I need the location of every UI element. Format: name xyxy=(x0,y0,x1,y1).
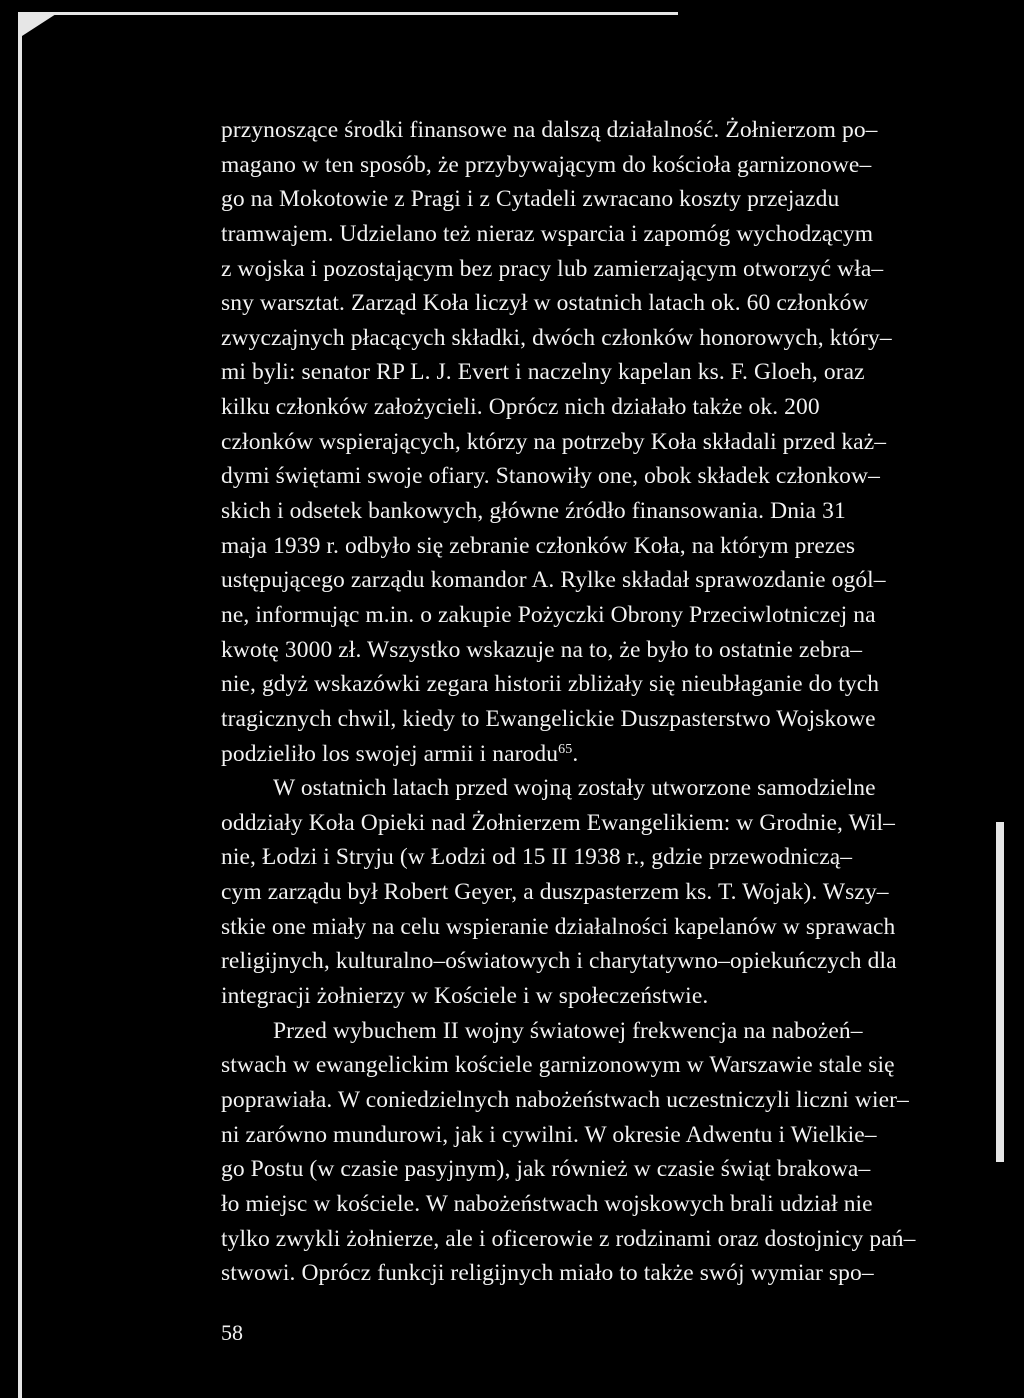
paragraph-start: W ostatnich latach przed wojną zostały utworzone samodzielne xyxy=(273,775,876,802)
footnote-line-text: podzieliło los swojej armii i narodu xyxy=(221,740,559,767)
text-line: go Postu (w czasie pasyjnym), jak również w czasie świąt brakowa– xyxy=(221,1156,871,1183)
text-line: skich i odsetek bankowych, główne źródło finansowania. Dnia 31 xyxy=(221,498,846,525)
footnote-ref: 65 xyxy=(558,741,573,757)
text-line: zwyczajnych płacących składki, dwóch członków honorowych, który– xyxy=(221,324,892,351)
text-line: dymi świętami swoje ofiary. Stanowiły one, obok składek członkow– xyxy=(221,463,880,490)
scan-corner-mark xyxy=(22,14,56,36)
text-line: ni zarówno mundurowi, jak i cywilni. W okresie Adwentu i Wielkie– xyxy=(221,1121,877,1148)
text-line: stwach w ewangelickim kościele garnizonowym w Warszawie stale się xyxy=(221,1052,895,1079)
footnote-line-end: . xyxy=(572,740,579,767)
text-line: tramwajem. Udzielano też nieraz wsparcia i zapomóg wychodzącym xyxy=(221,220,874,247)
text-line: maja 1939 r. odbyło się zebranie członków Koła, na którym prezes xyxy=(221,532,856,559)
text-line: kwotę 3000 zł. Wszystko wskazuje na to, że było to ostatnie zebra– xyxy=(221,636,863,663)
text-line: kilku członków założycieli. Oprócz nich działało także ok. 200 xyxy=(221,394,820,421)
scan-border-top xyxy=(18,12,678,15)
text-line: stkie one miały na celu wspieranie działalności kapelanów w sprawach xyxy=(221,913,896,940)
text-line: magano w ten sposób, że przybywającym do kościoła garnizonowe– xyxy=(221,151,872,178)
text-line: mi byli: senator RP L. J. Evert i naczelny kapelan ks. F. Gloeh, oraz xyxy=(221,359,865,386)
text-line: nie, Łodzi i Stryju (w Łodzi od 15 II 1938 r., gdzie przewodniczą– xyxy=(221,844,853,871)
text-line: integracji żołnierzy w Kościele i w społeczeństwie. xyxy=(221,983,709,1010)
text-line: go na Mokotowie z Pragi i z Cytadeli zwracano koszty przejazdu xyxy=(221,186,840,213)
page-number: 58 xyxy=(221,1320,243,1345)
footnote-line xyxy=(221,737,1005,772)
text-line: sny warsztat. Zarząd Koła liczył w ostatnich latach ok. 60 członków xyxy=(221,290,869,317)
text-line: nie, gdyż wskazówki zegara historii zbliżały się nieubłaganie do tych xyxy=(221,671,880,698)
text-line: cym zarządu był Robert Geyer, a duszpasterzem ks. T. Wojak). Wszy– xyxy=(221,879,889,906)
text-line: poprawiała. W coniedzielnych nabożeństwach uczestniczyli liczni wier– xyxy=(221,1086,909,1113)
text-line: przynoszące środki finansowe na dalszą działalność. Żołnierzom po– xyxy=(221,117,878,143)
text-line: z wojska i pozostającym bez pracy lub zamierzającym otworzyć wła– xyxy=(221,255,884,282)
paragraph-start: Przed wybuchem II wojny światowej frekwencja na nabożeń– xyxy=(273,1017,863,1044)
text-line: oddziały Koła Opieki nad Żołnierzem Ewangelikiem: w Grodnie, Wil– xyxy=(221,809,896,836)
text-line: członków wspierających, którzy na potrzeby Koła składali przed każ– xyxy=(221,428,887,455)
text-line: ustępującego zarządu komandor A. Rylke składał sprawozdanie ogól– xyxy=(221,567,886,594)
scan-border-left xyxy=(18,12,22,1398)
text-line: religijnych, kulturalno–oświatowych i charytatywno–opiekuńczych dla xyxy=(221,948,897,975)
body-text xyxy=(221,113,1005,1291)
text-line: ło miejsc w kościele. W nabożeństwach wojskowych brali udział nie xyxy=(221,1190,873,1217)
text-line: tylko zwykli żołnierze, ale i oficerowie z rodzinami oraz dostojnicy pań– xyxy=(221,1225,916,1252)
text-line: ne, informując m.in. o zakupie Pożyczki Obrony Przeciwlotniczej na xyxy=(221,601,876,628)
text-line: tragicznych chwil, kiedy to Ewangelickie Duszpasterstwo Wojskowe xyxy=(221,705,876,732)
text-line: stwowi. Oprócz funkcji religijnych miało to także swój wymiar spo– xyxy=(221,1260,874,1287)
